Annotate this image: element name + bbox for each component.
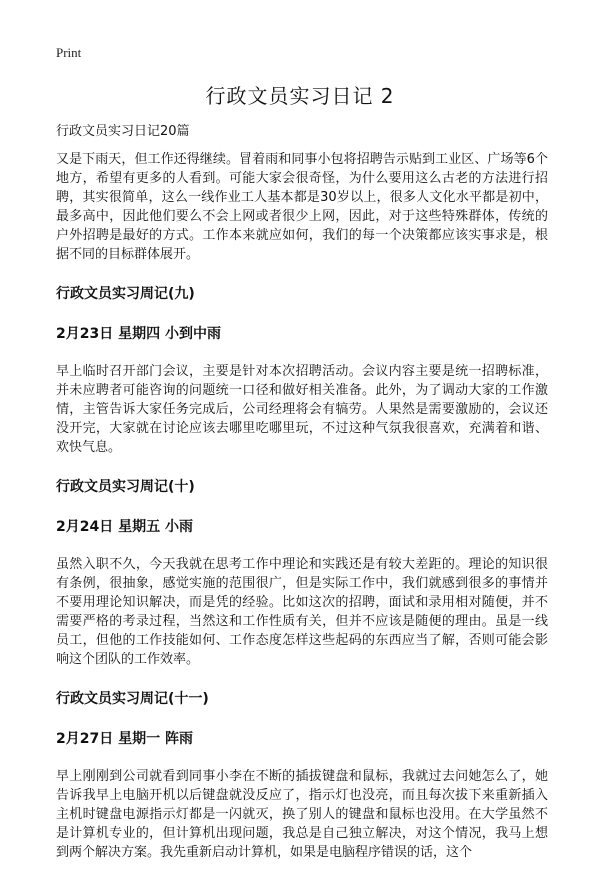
section-heading: 行政文员实习周记(十) <box>56 479 195 495</box>
section-heading: 行政文员实习周记(十一) <box>56 691 209 707</box>
entry-date: 2月23日 星期四 小到中雨 <box>56 326 221 342</box>
intro-paragraph: 又是下雨天，但工作还得继续。冒着雨和同事小包将招聘告示贴到工业区、广场等6个地方，希望有更多的人看到。可能大家会很奇怪，为什么要用这么古老的方法进行招聘，其实很简单，这么一线作业工人基本都是30岁以上，很多人文化水平都是初中，最多高中，因此他们要么不会上网或者很少上网，因此，对于这些特殊群体，传统的户外招聘是最好的方式。工作本来就应如何，我们的每一个决策都应该实事求是，根据不同的目标群体展开。 <box>56 152 548 262</box>
entry-paragraph: 虽然入职不久，今天我就在思考工作中理论和实践还是有较大差距的。理论的知识很有条例，很抽象，感觉实施的范围很广，但是实际工作中，我们就感到很多的事情并不要用理论知识解决，而是凭的经验。比如这次的招聘，面试和录用相对随便，并不需要严格的考录过程，当然这和工作性质有关，但并不应该是随便的理由。虽是一线员工，但他的工作技能如何、工作态度怎样这些起码的东西应当了解，否则可能会影响这个团队的工作效率。 <box>56 557 548 667</box>
entry-date: 2月27日 星期一 阵雨 <box>56 731 193 747</box>
entry-date: 2月24日 星期五 小雨 <box>56 519 193 535</box>
document-subtitle: 行政文员实习日记20篇 <box>56 124 190 139</box>
page-title: 行政文员实习日记 2 <box>205 84 395 108</box>
section-heading: 行政文员实习周记(九) <box>56 286 195 302</box>
entry-paragraph: 早上临时召开部门会议，主要是针对本次招聘活动。会议内容主要是统一招聘标准，并未应聘者可能咨询的问题统一口径和做好相关准备。此外，为了调动大家的工作激情，主管告诉大家任务完成后，公司经理将会有犒劳。人果然是需要激励的，会议还没开完，大家就在讨论应该去哪里吃哪里玩，不过这种气氛我很喜欢，充满着和谐、欢快气息。 <box>56 364 548 455</box>
document-body <box>56 150 548 882</box>
print-label[interactable]: Print <box>56 45 82 60</box>
entry-paragraph: 早上刚刚到公司就看到同事小李在不断的插拔键盘和鼠标，我就过去问她怎么了，她告诉我早上电脑开机以后键盘就没反应了，指示灯也没亮，而且每次拔下来重新插入主机时键盘电源指示灯都是一闪就灭，换了别人的键盘和鼠标也没用。在大学虽然不是计算机专业的，但计算机出现问题，我总是自己独立解决，对这个情况，我马上想到两个解决方案。我先重新启动计算机，如果是电脑程序错误的话，这个 <box>56 769 548 860</box>
